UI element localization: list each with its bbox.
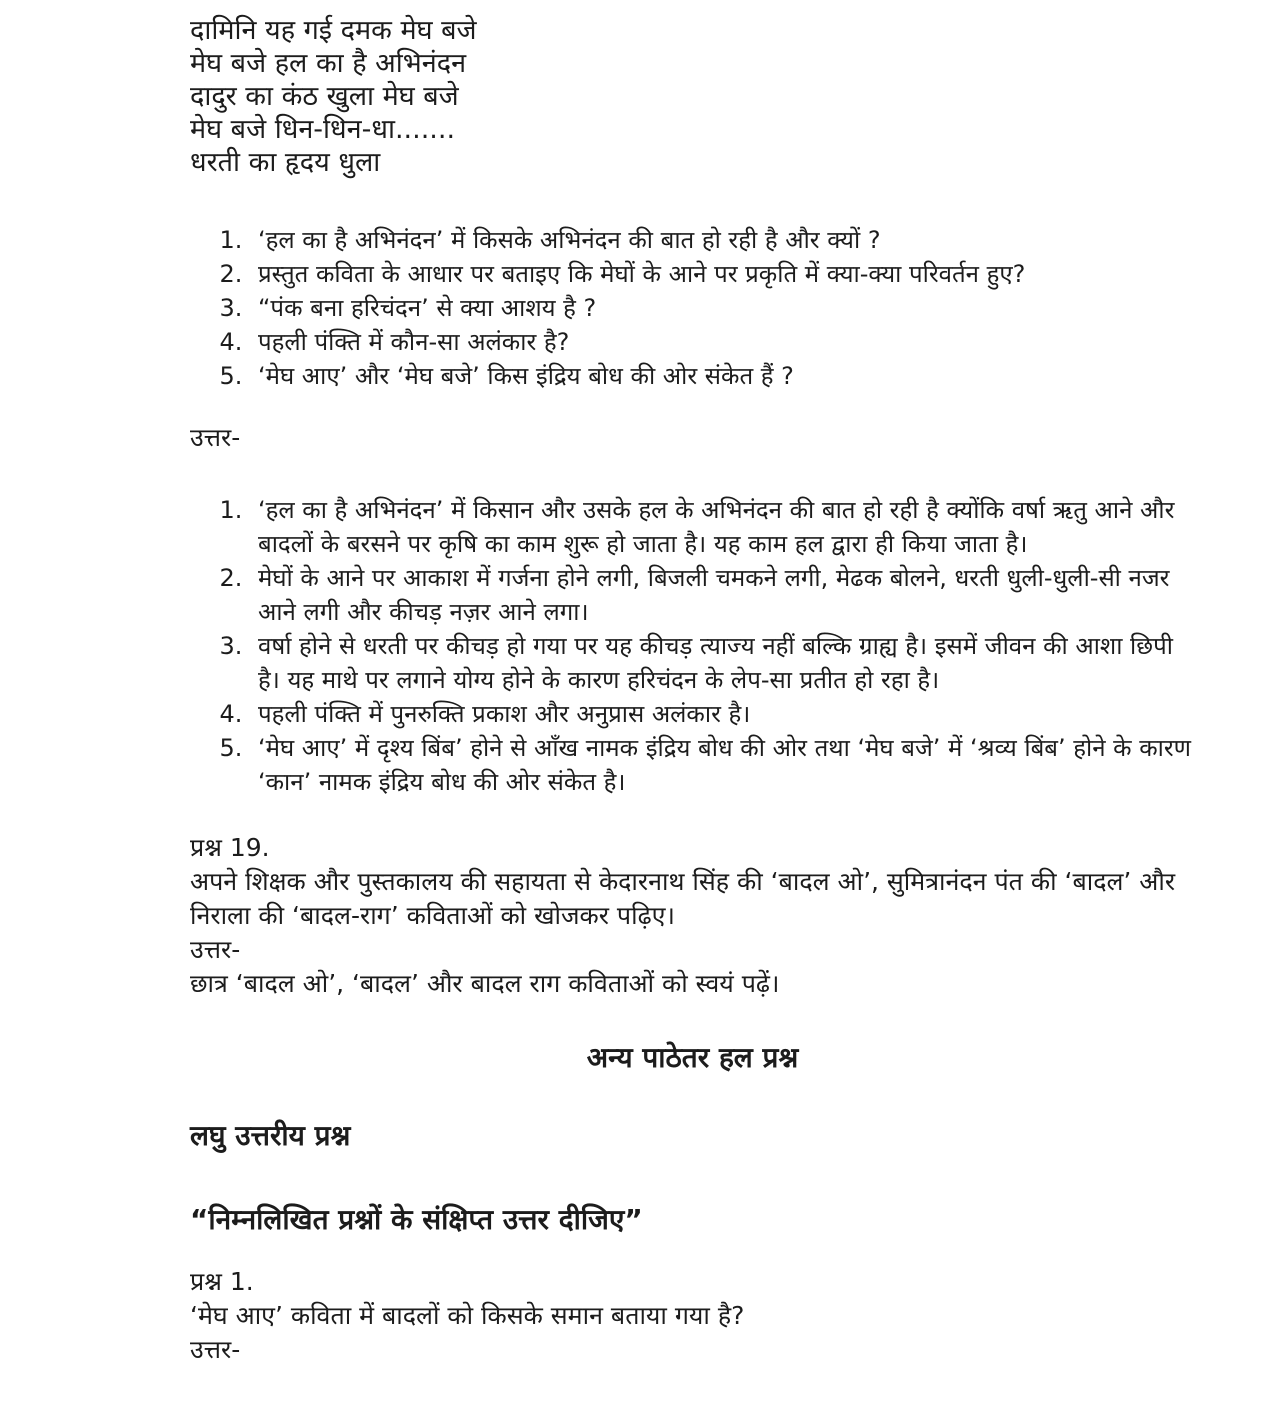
question-19-answer-text: छात्र ‘बादल ओ’, ‘बादल’ और बादल राग कविताओं को स्वयं पढ़ें। — [190, 969, 780, 998]
answer-item: 1. ‘हल का है अभिनंदन’ में किसान और उसके हल के अभिनंदन की बात हो रही है क्योंकि वर्षा ऋतु आने और बादलों के बरसने पर कृषि का काम शुरू हो जाता है। यह काम हल द्वारा ही किया जाता है। — [250, 493, 1195, 561]
question-19-label: प्रश्न 19. — [190, 833, 270, 862]
question-19-block — [190, 831, 1195, 1001]
poem-excerpt — [190, 14, 1195, 179]
question-list — [190, 223, 1195, 393]
question-1-text: ‘मेघ आए’ कविता में बादलों को किसके समान बताया गया है? — [190, 1301, 745, 1330]
poem-line: मेघ बजे धिन-धिन-धा....... — [190, 114, 456, 145]
answer-list — [190, 493, 1195, 799]
answer-item: 2. मेघों के आने पर आकाश में गर्जना होने लगी, बिजली चमकने लगी, मेढक बोलने, धरती धुली-धुली-सी नजर आने लगी और कीचड़ नज़र आने लगा। — [250, 561, 1195, 629]
answer-item: 5. ‘मेघ आए’ में दृश्य बिंब’ होने से आँख नामक इंद्रिय बोध की ओर तथा ‘मेघ बजे’ में ‘श्रव्य बिंब’ होने के कारण ‘कान’ नामक इंद्रिय बोध की ओर संकेत है। — [250, 731, 1195, 799]
poem-line: मेघ बजे हल का है अभिनंदन — [190, 48, 467, 79]
poem-line: धरती का हृदय धुला — [190, 147, 381, 178]
question-19-answer-label: उत्तर- — [190, 935, 241, 964]
question-19-text: अपने शिक्षक और पुस्तकालय की सहायता से केदारनाथ सिंह की ‘बादल ओ’, सुमित्रानंदन पंत की ‘बादल’ और निराला की ‘बादल-राग’ कविताओं को खोजकर पढ़िए। — [190, 867, 1176, 930]
question-item: 1. ‘हल का है अभिनंदन’ में किसके अभिनंदन की बात हो रही है और क्यों ? — [250, 223, 1195, 257]
question-item: 4. पहली पंक्ति में कौन-सा अलंकार है? — [250, 325, 1195, 359]
poem-line: दादुर का कंठ खुला मेघ बजे — [190, 81, 459, 112]
instruction-heading: “निम्नलिखित प्रश्नों के संक्षिप्त उत्तर दीजिए” — [190, 1203, 643, 1236]
question-1-answer-label: उत्तर- — [190, 1335, 241, 1364]
question-1-block — [190, 1265, 1195, 1367]
question-item: 3. “पंक बना हरिचंदन’ से क्या आशय है ? — [250, 291, 1195, 325]
question-1-label: प्रश्न 1. — [190, 1267, 254, 1296]
question-item: 5. ‘मेघ आए’ और ‘मेघ बजे’ किस इंद्रिय बोध की ओर संकेत हैं ? — [250, 359, 1195, 393]
answer-item: 3. वर्षा होने से धरती पर कीचड़ हो गया पर यह कीचड़ त्याज्य नहीं बल्कि ग्राह्य है। इसमें जीवन की आशा छिपी है। यह माथे पर लगाने योग्य होने के कारण हरिचंदन के लेप-सा प्रतीत हो रहा है। — [250, 629, 1195, 697]
answer-label: उत्तर- — [190, 423, 241, 452]
poem-line: दामिनि यह गई दमक मेघ बजे — [190, 15, 477, 46]
subsection-heading-short-answer: लघु उत्तरीय प्रश्न — [190, 1119, 351, 1152]
section-heading-other-solved-questions: अन्य पाठेतर हल प्रश्न — [586, 1041, 799, 1074]
question-item: 2. प्रस्तुत कविता के आधार पर बताइए कि मेघों के आने पर प्रकृति में क्या-क्या परिवर्तन हुए? — [250, 257, 1195, 291]
answer-item: 4. पहली पंक्ति में पुनरुक्ति प्रकाश और अनुप्रास अलंकार है। — [250, 697, 1195, 731]
